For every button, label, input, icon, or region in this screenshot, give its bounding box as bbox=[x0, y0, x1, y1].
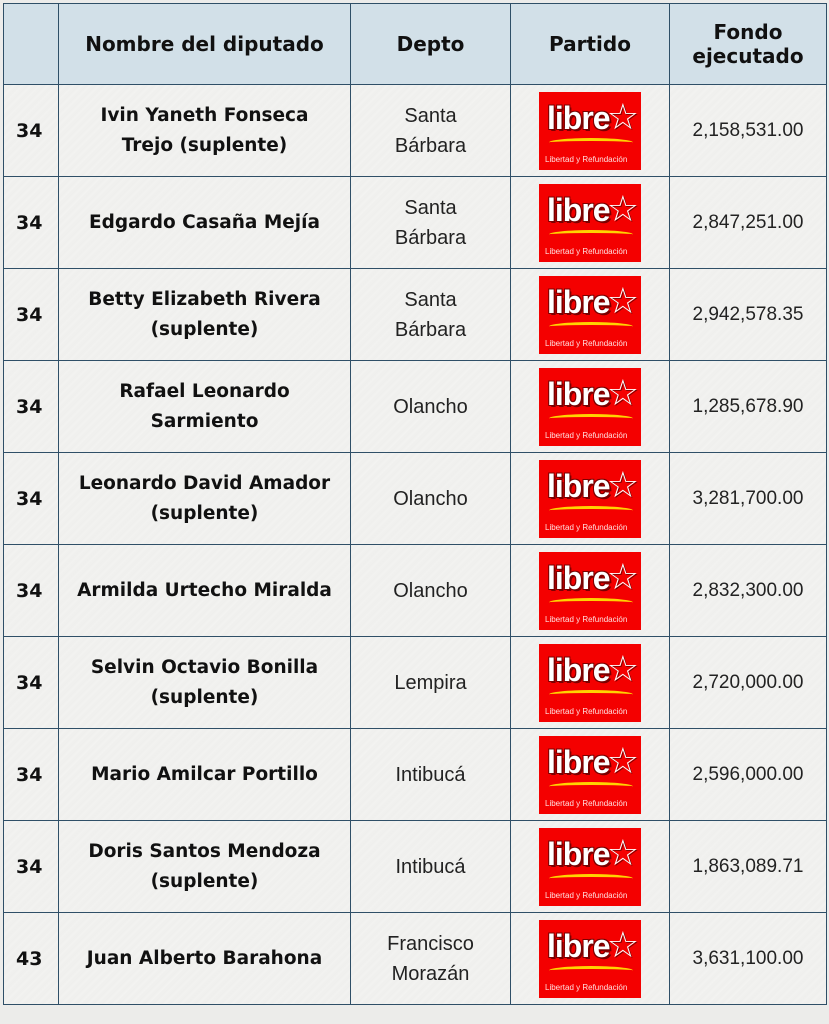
department bbox=[351, 729, 511, 821]
department-line1: Lempira bbox=[394, 671, 467, 694]
deputy-name-line1: Doris Santos Mendoza bbox=[88, 840, 321, 862]
table-row bbox=[4, 545, 827, 637]
swoosh-icon bbox=[549, 322, 633, 331]
header-depto: Depto bbox=[351, 4, 511, 85]
header-partido: Partido bbox=[511, 4, 670, 85]
row-number: 34 bbox=[4, 821, 59, 913]
party-cell bbox=[511, 85, 670, 177]
swoosh-icon bbox=[549, 782, 633, 791]
fondo-ejecutado: 1,285,678.90 bbox=[670, 361, 827, 453]
logo-word: libre bbox=[547, 743, 610, 780]
libre-party-logo bbox=[539, 644, 641, 722]
department bbox=[351, 269, 511, 361]
party-cell bbox=[511, 729, 670, 821]
logo-tagline: Libertad y Refundación bbox=[545, 154, 628, 164]
deputy-name-line2: (suplente) bbox=[150, 686, 259, 708]
party-cell bbox=[511, 453, 670, 545]
swoosh-icon bbox=[549, 874, 633, 883]
row-number: 34 bbox=[4, 637, 59, 729]
party-cell bbox=[511, 177, 670, 269]
department bbox=[351, 637, 511, 729]
table-row bbox=[4, 913, 827, 1005]
department bbox=[351, 913, 511, 1005]
department-line1: Olancho bbox=[393, 579, 468, 602]
logo-tagline: Libertad y Refundación bbox=[545, 706, 628, 716]
deputy-name bbox=[59, 729, 351, 821]
logo-word: libre bbox=[547, 651, 610, 688]
star-icon: ☆ bbox=[606, 648, 639, 690]
table-row bbox=[4, 177, 827, 269]
logo-word: libre bbox=[547, 559, 610, 596]
department-line2: Bárbara bbox=[394, 134, 467, 157]
deputy-name bbox=[59, 545, 351, 637]
fondo-ejecutado: 3,281,700.00 bbox=[670, 453, 827, 545]
fondo-ejecutado: 3,631,100.00 bbox=[670, 913, 827, 1005]
deputy-name bbox=[59, 269, 351, 361]
logo-tagline: Libertad y Refundación bbox=[545, 522, 628, 532]
deputy-name-line1: Selvin Octavio Bonilla bbox=[90, 656, 319, 678]
swoosh-icon bbox=[549, 966, 633, 975]
row-number: 34 bbox=[4, 453, 59, 545]
swoosh-icon bbox=[549, 598, 633, 607]
deputy-name-line2: Sarmiento bbox=[150, 410, 259, 432]
libre-party-logo bbox=[539, 184, 641, 262]
department bbox=[351, 453, 511, 545]
department bbox=[351, 85, 511, 177]
row-number: 34 bbox=[4, 729, 59, 821]
department-line2: Bárbara bbox=[394, 226, 467, 249]
row-number: 34 bbox=[4, 269, 59, 361]
star-icon: ☆ bbox=[606, 464, 639, 506]
fondo-ejecutado: 2,158,531.00 bbox=[670, 85, 827, 177]
row-number: 34 bbox=[4, 361, 59, 453]
deputy-name-line2: Trejo (suplente) bbox=[121, 134, 288, 156]
logo-word: libre bbox=[547, 191, 610, 228]
deputy-name-line2: (suplente) bbox=[150, 318, 259, 340]
party-cell bbox=[511, 821, 670, 913]
fondo-ejecutado: 1,863,089.71 bbox=[670, 821, 827, 913]
department bbox=[351, 361, 511, 453]
fondo-ejecutado: 2,596,000.00 bbox=[670, 729, 827, 821]
swoosh-icon bbox=[549, 138, 633, 147]
department-line1: Intibucá bbox=[395, 763, 466, 786]
deputy-name bbox=[59, 361, 351, 453]
fondo-ejecutado: 2,720,000.00 bbox=[670, 637, 827, 729]
libre-party-logo bbox=[539, 828, 641, 906]
star-icon: ☆ bbox=[606, 740, 639, 782]
logo-tagline: Libertad y Refundación bbox=[545, 246, 628, 256]
department bbox=[351, 177, 511, 269]
logo-word: libre bbox=[547, 99, 610, 136]
logo-tagline: Libertad y Refundación bbox=[545, 798, 628, 808]
libre-party-logo bbox=[539, 460, 641, 538]
deputy-name-line1: Edgardo Casaña Mejía bbox=[89, 211, 320, 233]
deputy-name bbox=[59, 177, 351, 269]
header-number bbox=[4, 4, 59, 85]
table-row bbox=[4, 85, 827, 177]
logo-word: libre bbox=[547, 283, 610, 320]
header-fondo-line1: Fondo bbox=[713, 20, 783, 44]
libre-party-logo bbox=[539, 552, 641, 630]
fondo-ejecutado: 2,942,578.35 bbox=[670, 269, 827, 361]
department-line1: Olancho bbox=[393, 395, 468, 418]
star-icon: ☆ bbox=[606, 188, 639, 230]
department-line1: Francisco bbox=[387, 932, 474, 955]
table-row bbox=[4, 637, 827, 729]
deputy-name-line2: (suplente) bbox=[150, 502, 259, 524]
fondo-ejecutado: 2,847,251.00 bbox=[670, 177, 827, 269]
deputy-name bbox=[59, 453, 351, 545]
party-cell bbox=[511, 361, 670, 453]
deputy-name bbox=[59, 821, 351, 913]
logo-tagline: Libertad y Refundación bbox=[545, 614, 628, 624]
libre-party-logo bbox=[539, 92, 641, 170]
deputy-name-line1: Armilda Urtecho Miralda bbox=[77, 579, 332, 601]
libre-party-logo bbox=[539, 920, 641, 998]
table-row bbox=[4, 729, 827, 821]
libre-party-logo bbox=[539, 736, 641, 814]
star-icon: ☆ bbox=[606, 372, 639, 414]
table-row bbox=[4, 453, 827, 545]
party-cell bbox=[511, 637, 670, 729]
logo-word: libre bbox=[547, 467, 610, 504]
deputies-table bbox=[3, 3, 827, 1005]
table-row bbox=[4, 821, 827, 913]
deputy-name-line1: Juan Alberto Barahona bbox=[86, 947, 323, 969]
star-icon: ☆ bbox=[606, 832, 639, 874]
header-fondo-line2: ejecutado bbox=[692, 44, 804, 68]
header-row bbox=[4, 4, 827, 85]
deputy-name-line1: Betty Elizabeth Rivera bbox=[88, 288, 321, 310]
row-number: 34 bbox=[4, 545, 59, 637]
swoosh-icon bbox=[549, 690, 633, 699]
star-icon: ☆ bbox=[606, 280, 639, 322]
row-number: 34 bbox=[4, 177, 59, 269]
department-line1: Santa bbox=[404, 196, 457, 219]
party-cell bbox=[511, 913, 670, 1005]
header-nombre: Nombre del diputado bbox=[59, 4, 351, 85]
star-icon: ☆ bbox=[606, 924, 639, 966]
deputy-name bbox=[59, 85, 351, 177]
party-cell bbox=[511, 545, 670, 637]
table-row bbox=[4, 361, 827, 453]
logo-word: libre bbox=[547, 835, 610, 872]
department-line1: Santa bbox=[404, 288, 457, 311]
logo-word: libre bbox=[547, 927, 610, 964]
row-number: 43 bbox=[4, 913, 59, 1005]
deputy-name bbox=[59, 637, 351, 729]
fondo-ejecutado: 2,832,300.00 bbox=[670, 545, 827, 637]
department bbox=[351, 821, 511, 913]
swoosh-icon bbox=[549, 230, 633, 239]
star-icon: ☆ bbox=[606, 556, 639, 598]
deputy-name bbox=[59, 913, 351, 1005]
deputy-name-line1: Leonardo David Amador bbox=[78, 472, 331, 494]
swoosh-icon bbox=[549, 414, 633, 423]
department-line2: Bárbara bbox=[394, 318, 467, 341]
deputy-name-line1: Ivin Yaneth Fonseca bbox=[100, 104, 309, 126]
logo-tagline: Libertad y Refundación bbox=[545, 338, 628, 348]
header-fondo bbox=[670, 4, 827, 85]
deputy-name-line2: (suplente) bbox=[150, 870, 259, 892]
row-number: 34 bbox=[4, 85, 59, 177]
libre-party-logo bbox=[539, 276, 641, 354]
logo-tagline: Libertad y Refundación bbox=[545, 890, 628, 900]
swoosh-icon bbox=[549, 506, 633, 515]
deputy-name-line1: Rafael Leonardo bbox=[119, 380, 290, 402]
department-line1: Olancho bbox=[393, 487, 468, 510]
department-line1: Intibucá bbox=[395, 855, 466, 878]
table-row bbox=[4, 269, 827, 361]
party-cell bbox=[511, 269, 670, 361]
deputy-name-line1: Mario Amilcar Portillo bbox=[91, 763, 318, 785]
star-icon: ☆ bbox=[606, 96, 639, 138]
libre-party-logo bbox=[539, 368, 641, 446]
department bbox=[351, 545, 511, 637]
logo-tagline: Libertad y Refundación bbox=[545, 982, 628, 992]
department-line2: Morazán bbox=[391, 962, 470, 985]
logo-tagline: Libertad y Refundación bbox=[545, 430, 628, 440]
department-line1: Santa bbox=[404, 104, 457, 127]
logo-word: libre bbox=[547, 375, 610, 412]
